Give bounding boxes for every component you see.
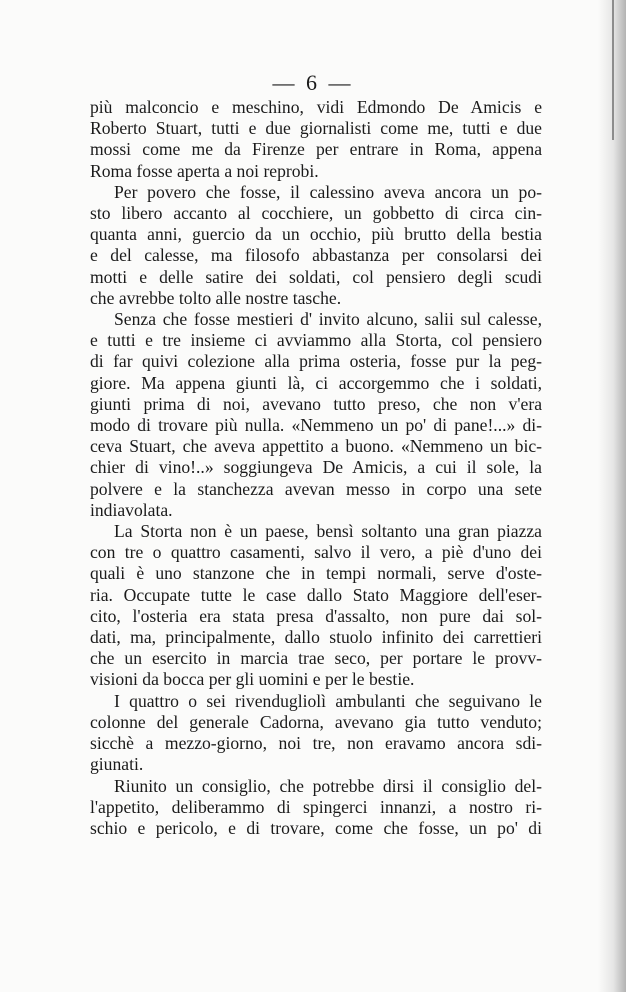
text-line: l'appetito, deliberammo di spingerci innanzi, a nostro ri- — [90, 796, 542, 817]
text-line: colonne del generale Cadorna, avevano gia tutto venduto; — [90, 711, 542, 732]
page-number: — 6 — — [272, 70, 354, 95]
paragraph-1 — [90, 97, 542, 182]
text-line: cito, l'osteria era stata presa d'assalto, non pure dai sol- — [90, 605, 542, 626]
text-line: mossi come me da Firenze per entrare in Roma, appena — [90, 139, 542, 160]
text-line: con tre o quattro casamenti, salvo il vero, a piè d'uno dei — [90, 542, 542, 563]
text-line: giore. Ma appena giunti là, ci accorgemmo che i soldati, — [90, 372, 542, 393]
text-line: Per povero che fosse, il calessino aveva ancora un po- — [114, 181, 542, 202]
text-line: Riunito un consiglio, che potrebbe dirsi il consiglio del- — [114, 775, 542, 796]
text-line: Senza che fosse mestieri d' invito alcuno, salii sul calesse, — [114, 309, 542, 330]
text-line: Roma fosse aperta a noi reprobi. — [90, 160, 319, 181]
text-line: Roberto Stuart, tutti e due giornalisti come me, tutti e due — [90, 118, 542, 139]
text-line: sicchè a mezzo-giorno, noi tre, non eravamo ancora sdi- — [90, 733, 542, 754]
text-line: giunti prima di noi, avevano tutto preso, che non v'era — [90, 393, 542, 414]
paragraph-5 — [90, 691, 542, 776]
text-line: giunati. — [90, 754, 144, 775]
body-text — [90, 97, 542, 839]
text-line: schio e pericolo, e di trovare, come che fosse, un po' di — [90, 817, 542, 838]
text-line: indiavolata. — [90, 499, 173, 520]
text-line: chier di vino!..» soggiungeva De Amicis, a cui il sole, la — [90, 457, 542, 478]
text-line: I quattro o sei rivendugliolì ambulanti che seguivano le — [114, 690, 542, 711]
text-line: più malconcio e meschino, vidi Edmondo De Amicis e — [90, 97, 542, 117]
text-line: che un esercito in marcia trae seco, per portare le provv- — [90, 648, 542, 669]
text-line: quali è uno stanzone che in tempi normali, serve d'oste- — [90, 563, 542, 584]
paragraph-6 — [90, 776, 542, 840]
text-line: ceva Stuart, che aveva appettito a buono. «Nemmeno un bic- — [90, 436, 542, 457]
text-line: e del calesse, ma filosofo abbastanza per consolarsi dei — [90, 245, 542, 266]
paragraph-2 — [90, 182, 542, 309]
text-line: e tutti e tre insieme ci avviammo alla Storta, col pensiero — [90, 330, 542, 351]
page-edge-shadow — [598, 0, 626, 992]
text-line: ria. Occupate tutte le case dallo Stato Maggiore dell'eser- — [90, 584, 542, 605]
text-line: motti e delle satire dei soldati, col pensiero degli scudi — [90, 266, 542, 287]
text-line: La Storta non è un paese, bensì soltanto una gran piazza — [114, 521, 542, 542]
text-line: modo di trovare più nulla. «Nemmeno un po' di pane!...» di- — [90, 415, 542, 436]
text-line: sto libero accanto al cocchiere, un gobbetto di circa cin- — [90, 203, 542, 224]
text-line: quanta anni, guercio da un occhio, più brutto della bestia — [90, 224, 542, 245]
text-line: visioni da bocca per gli uomini e per le bestie. — [90, 669, 415, 690]
text-line: dati, ma, principalmente, dallo stuolo infinito dei carrettieri — [90, 627, 542, 648]
text-line: polvere e la stanchezza avevan messo in corpo una sete — [90, 478, 542, 499]
paragraph-3 — [90, 309, 542, 521]
text-line: che avrebbe tolto alle nostre tasche. — [90, 287, 342, 308]
text-line: di far quivi colezione alla prima osteria, fosse pur la peg- — [90, 351, 542, 372]
paragraph-4 — [90, 521, 542, 691]
